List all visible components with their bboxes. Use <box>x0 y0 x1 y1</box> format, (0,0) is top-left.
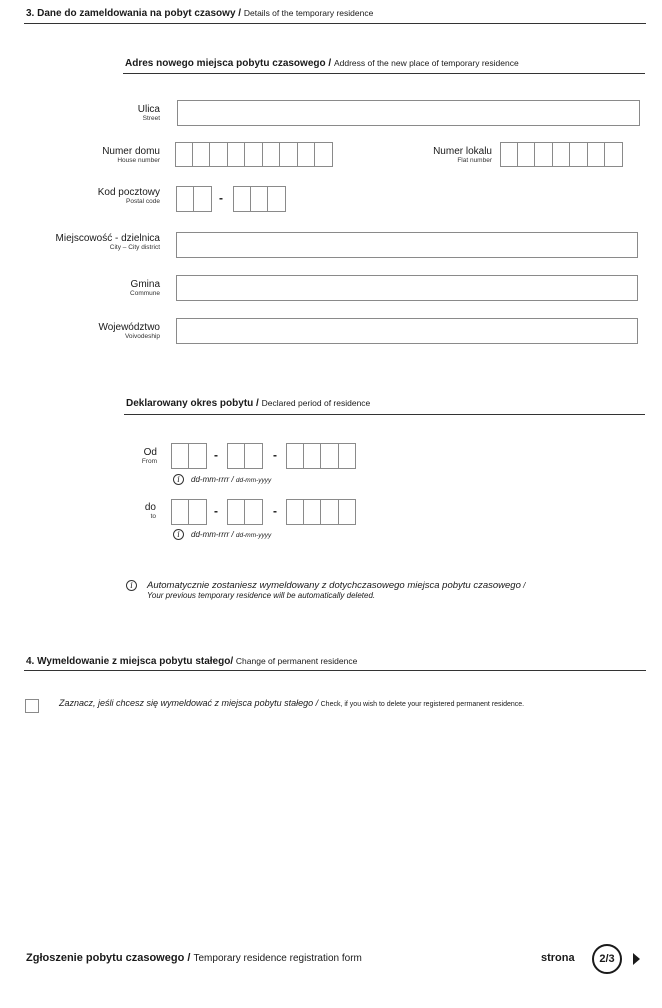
period-heading-pl: Deklarowany okres pobytu / <box>126 398 259 409</box>
from-label-en: From <box>141 458 157 465</box>
to-year-cell[interactable] <box>304 499 322 525</box>
from-year-cell[interactable] <box>321 443 339 469</box>
from-day-cell[interactable] <box>171 443 189 469</box>
city-label: Miejscowość - dzielnica <box>55 233 160 244</box>
note-line1-pl: Automatycznie zostaniesz wymeldowany z dotychczasowego miejsca pobytu czasowego <box>147 580 521 591</box>
period-rule <box>124 414 645 415</box>
address-heading-en: Address of the new place of temporary residence <box>333 58 519 68</box>
from-year-cell[interactable] <box>286 443 304 469</box>
to-month-input[interactable] <box>227 499 263 525</box>
flat-number-cell[interactable] <box>518 142 536 167</box>
note-line2-en: Your previous temporary residence will be automatically deleted. <box>147 591 376 600</box>
street-input[interactable] <box>177 100 640 126</box>
page-number: 2/3 <box>592 944 622 974</box>
flat-number-cell[interactable] <box>588 142 606 167</box>
commune-label-en: Commune <box>130 290 160 297</box>
format-hint-pl: dd-mm-rrrr / <box>191 530 234 539</box>
flat-number-cell[interactable] <box>535 142 553 167</box>
to-day-input[interactable] <box>171 499 207 525</box>
footer-title-pl: Zgłoszenie pobytu czasowego / <box>26 952 191 964</box>
flat-number-label-en: Flat number <box>457 157 492 164</box>
section-4-number: 4. <box>26 656 35 667</box>
house-number-cell[interactable] <box>175 142 193 167</box>
section-3-header <box>26 8 373 19</box>
postal-code-label-group <box>98 187 160 205</box>
house-number-label: Numer domu <box>102 146 160 157</box>
house-number-input[interactable] <box>175 142 333 167</box>
deregister-permanent-checkbox[interactable] <box>25 699 39 713</box>
commune-label-group <box>130 279 160 297</box>
house-number-cell[interactable] <box>298 142 316 167</box>
from-label: Od <box>143 447 157 458</box>
to-year-cell[interactable] <box>339 499 357 525</box>
to-year-cell[interactable] <box>321 499 339 525</box>
section-4-title-pl: Wymeldowanie z miejsca pobytu stałego/ <box>37 656 234 667</box>
format-hint-en: dd-mm-yyyy <box>235 477 272 484</box>
to-label-group <box>145 502 156 520</box>
to-format-hint <box>191 530 271 539</box>
info-icon: i <box>173 474 184 485</box>
house-number-cell[interactable] <box>210 142 228 167</box>
section-4-title-en: Change of permanent residence <box>235 656 358 666</box>
house-number-cell[interactable] <box>228 142 246 167</box>
to-dash-2: - <box>273 504 277 518</box>
postal-code-cell[interactable] <box>233 186 251 212</box>
to-label-en: to <box>150 513 156 520</box>
section-3-title-en: Details of the temporary residence <box>243 8 374 18</box>
from-year-cell[interactable] <box>304 443 322 469</box>
street-label-en: Street <box>142 115 160 122</box>
deregistration-note <box>147 580 525 600</box>
house-number-cell[interactable] <box>245 142 263 167</box>
triangle-right-icon[interactable] <box>633 953 640 965</box>
to-dash-1: - <box>214 504 218 518</box>
postal-code-dash: - <box>219 191 223 205</box>
from-dash-1: - <box>214 448 218 462</box>
postal-code-part1[interactable] <box>176 186 212 212</box>
city-label-group <box>56 233 160 251</box>
to-day-cell[interactable] <box>171 499 189 525</box>
house-number-cell[interactable] <box>315 142 333 167</box>
format-hint-en: dd-mm-yyyy <box>235 532 272 539</box>
page-label: strona <box>541 952 575 964</box>
postal-code-cell[interactable] <box>194 186 212 212</box>
period-header <box>126 398 370 409</box>
from-year-input[interactable] <box>286 443 356 469</box>
flat-number-cell[interactable] <box>500 142 518 167</box>
flat-number-input[interactable] <box>500 142 623 167</box>
from-day-input[interactable] <box>171 443 207 469</box>
voivodeship-label: Województwo <box>98 322 160 333</box>
house-number-cell[interactable] <box>280 142 298 167</box>
to-day-cell[interactable] <box>189 499 207 525</box>
period-heading-en: Declared period of residence <box>261 398 371 408</box>
from-month-input[interactable] <box>227 443 263 469</box>
voivodeship-label-group <box>98 322 160 340</box>
section-4-header <box>26 656 357 667</box>
checkbox-label-pl: Zaznacz, jeśli chcesz się wymeldować z miejsca pobytu stałego / <box>59 698 319 708</box>
flat-number-cell[interactable] <box>605 142 623 167</box>
voivodeship-input[interactable] <box>176 318 638 344</box>
from-day-cell[interactable] <box>189 443 207 469</box>
from-month-cell[interactable] <box>245 443 263 469</box>
flat-number-label: Numer lokalu <box>433 146 492 157</box>
footer-form-title <box>26 952 362 964</box>
section-3-number: 3. <box>26 8 35 19</box>
postal-code-label: Kod pocztowy <box>97 187 160 198</box>
info-icon: i <box>126 580 137 591</box>
address-heading-pl: Adres nowego miejsca pobytu czasowego / <box>125 58 332 69</box>
house-number-cell[interactable] <box>263 142 281 167</box>
house-number-label-en: House number <box>117 157 160 164</box>
from-format-hint <box>191 475 271 484</box>
postal-code-cell[interactable] <box>251 186 269 212</box>
street-label-group <box>138 104 160 122</box>
deregister-permanent-label <box>59 698 524 708</box>
voivodeship-label-en: Voivodeship <box>124 333 160 340</box>
from-dash-2: - <box>273 448 277 462</box>
section-4-rule <box>24 670 646 671</box>
to-year-cell[interactable] <box>286 499 304 525</box>
format-hint-pl: dd-mm-rrrr / <box>191 475 234 484</box>
footer-title-en: Temporary residence registration form <box>193 953 362 964</box>
city-input[interactable] <box>176 232 638 258</box>
checkbox-label-en: Check, if you wish to delete your registered permanent residence. <box>320 701 525 708</box>
flat-number-cell[interactable] <box>570 142 588 167</box>
from-month-cell[interactable] <box>227 443 245 469</box>
to-label: do <box>144 502 156 513</box>
section-3-rule <box>24 23 646 24</box>
flat-number-cell[interactable] <box>553 142 571 167</box>
note-line1-sep: / <box>520 581 526 590</box>
from-label-group <box>142 447 157 465</box>
to-year-input[interactable] <box>286 499 356 525</box>
to-month-cell[interactable] <box>245 499 263 525</box>
info-icon: i <box>173 529 184 540</box>
city-label-en: City – City district <box>109 244 160 251</box>
postal-code-cell[interactable] <box>176 186 194 212</box>
from-year-cell[interactable] <box>339 443 357 469</box>
address-header <box>125 58 519 69</box>
address-rule <box>123 73 645 74</box>
street-label: Ulica <box>137 104 160 115</box>
postal-code-label-en: Postal code <box>126 198 160 205</box>
house-number-label-group <box>102 146 160 164</box>
commune-input[interactable] <box>176 275 638 301</box>
house-number-cell[interactable] <box>193 142 211 167</box>
postal-code-part2[interactable] <box>233 186 286 212</box>
to-month-cell[interactable] <box>227 499 245 525</box>
flat-number-label-group <box>433 146 492 164</box>
postal-code-cell[interactable] <box>268 186 286 212</box>
commune-label: Gmina <box>130 279 160 290</box>
section-3-title-pl: Dane do zameldowania na pobyt czasowy / <box>37 8 242 19</box>
